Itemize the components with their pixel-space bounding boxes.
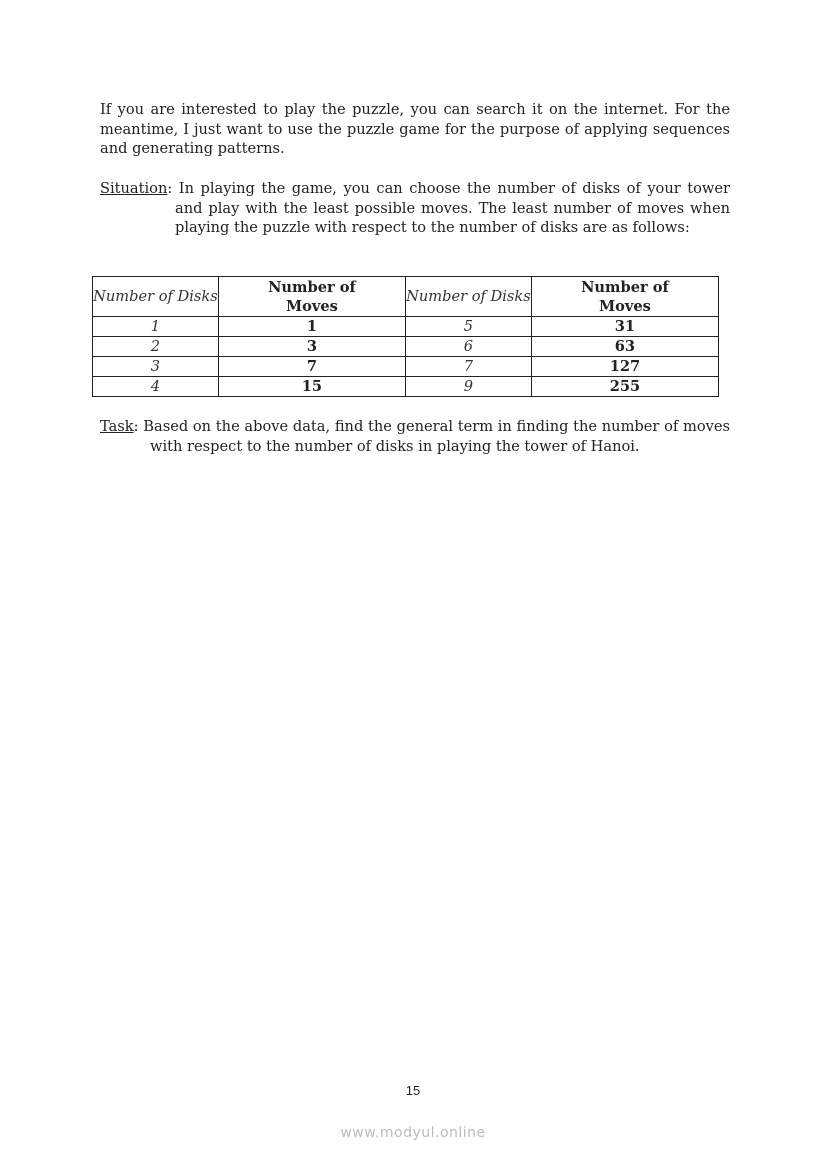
header-moves: Number of Moves bbox=[218, 277, 405, 317]
table-row bbox=[93, 377, 719, 397]
cell: 9 bbox=[405, 377, 531, 397]
cell: 7 bbox=[218, 357, 405, 377]
watermark: www.modyul.online bbox=[340, 1125, 486, 1141]
cell: 2 bbox=[93, 337, 219, 357]
cell: 15 bbox=[218, 377, 405, 397]
header-moves: Number of Moves bbox=[531, 277, 718, 317]
cell: 7 bbox=[405, 357, 531, 377]
cell: 4 bbox=[93, 377, 219, 397]
intro-paragraph: If you are interested to play the puzzle, you can search it on the internet. For the meantime, I just want to use the puzzle game for the purpose of applying sequences and generating patterns. bbox=[100, 101, 730, 158]
table-row bbox=[93, 337, 719, 357]
moves-table bbox=[92, 276, 719, 397]
cell: 255 bbox=[531, 377, 718, 397]
table-row bbox=[93, 317, 719, 337]
cell: 31 bbox=[531, 317, 718, 337]
cell: 63 bbox=[531, 337, 718, 357]
cell: 127 bbox=[531, 357, 718, 377]
page-number: 15 bbox=[405, 1083, 421, 1098]
header-disks: Number of Disks bbox=[93, 277, 219, 317]
task-label: Task bbox=[100, 418, 134, 435]
situation-text: : In playing the game, you can choose the number of disks of your tower and play with the least possible moves. The least number of moves when playing the puzzle with respect to the number of disks are as follows: bbox=[167, 180, 730, 237]
cell: 3 bbox=[93, 357, 219, 377]
header-disks: Number of Disks bbox=[405, 277, 531, 317]
cell: 6 bbox=[405, 337, 531, 357]
cell: 5 bbox=[405, 317, 531, 337]
table-row bbox=[93, 357, 719, 377]
cell: 3 bbox=[218, 337, 405, 357]
cell: 1 bbox=[93, 317, 219, 337]
table-header-row bbox=[93, 277, 719, 317]
cell: 1 bbox=[218, 317, 405, 337]
task-paragraph bbox=[100, 417, 730, 456]
task-text: : Based on the above data, find the general term in finding the number of moves with respect to the number of disks in playing the tower of Hanoi. bbox=[133, 418, 730, 455]
situation-paragraph bbox=[100, 179, 730, 238]
situation-label: Situation bbox=[100, 180, 168, 197]
